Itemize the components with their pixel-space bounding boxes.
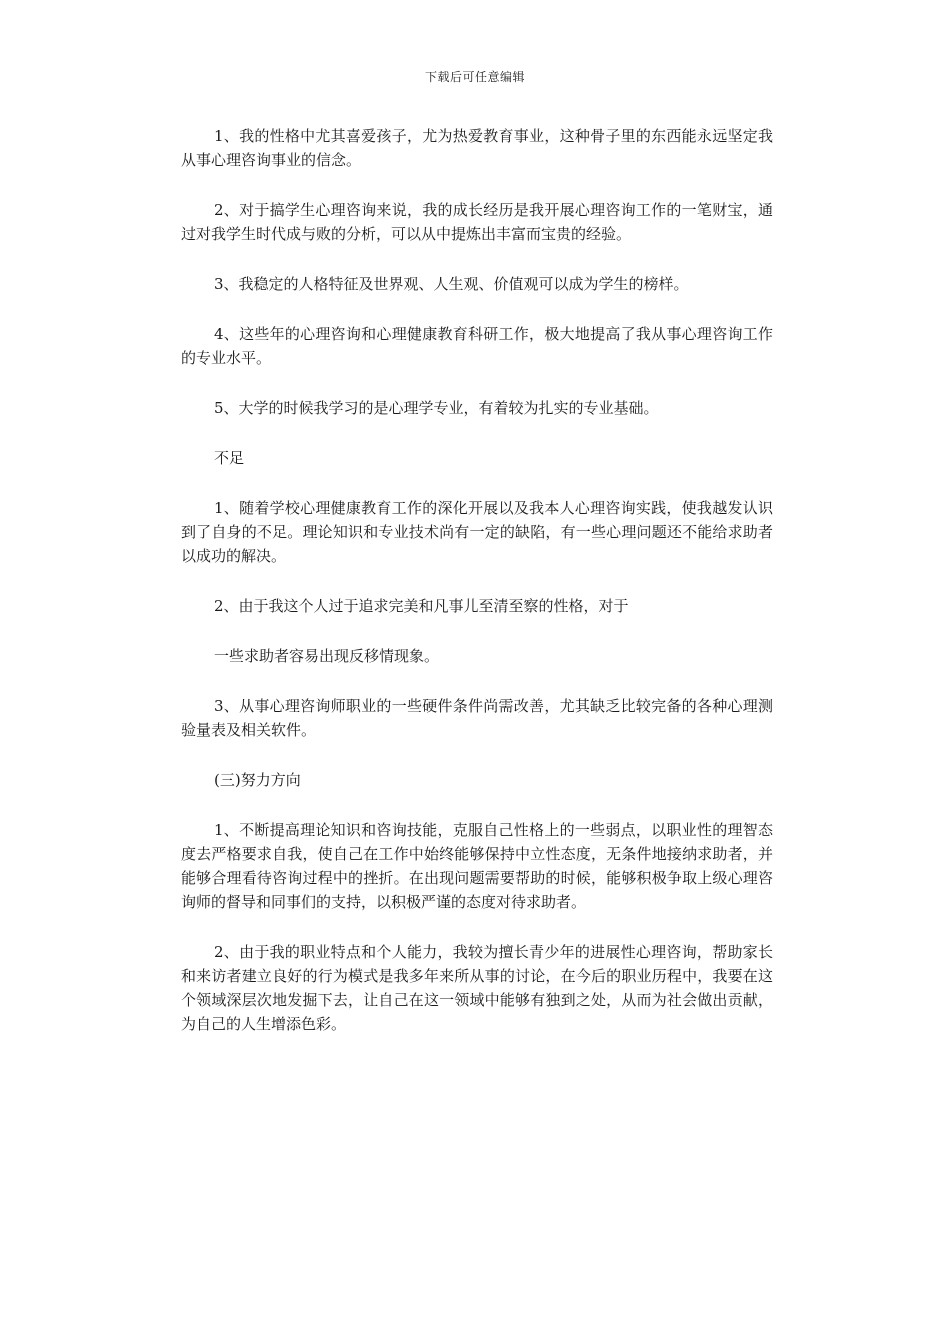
page-header: 下载后可任意编辑 — [424, 70, 525, 84]
paragraph-strength-2: 2、对于搞学生心理咨询来说，我的成长经历是我开展心理咨询工作的一笔财宝，通过对我学生时代成与败的分析，可以从中提炼出丰富而宝贵的经验。 — [181, 201, 773, 243]
paragraph-strength-1: 1、我的性格中尤其喜爱孩子，尤为热爱教育事业，这种骨子里的东西能永远坚定我从事心理咨询事业的信念。 — [181, 127, 773, 169]
paragraph-strength-3: 3、我稳定的人格特征及世界观、人生观、价值观可以成为学生的榜样。 — [214, 275, 689, 293]
paragraph-strength-4: 4、这些年的心理咨询和心理健康教育科研工作，极大地提高了我从事心理咨询工作的专业水平。 — [181, 325, 773, 367]
section-heading-shortcomings: 不足 — [214, 449, 245, 467]
paragraph-shortcoming-2: 2、由于我这个人过于追求完美和凡事儿至清至察的性格，对于 — [214, 597, 629, 615]
paragraph-direction-2: 2、由于我的职业特点和个人能力，我较为擅长青少年的进展性心理咨询，帮助家长和来访者建立良好的行为模式是我多年来所从事的讨论，在今后的职业历程中，我要在这个领域深层次地发掘下去，让自己在这一领域中能够有独到之处，从而为社会做出贡献，为自己的人生增添色彩。 — [181, 943, 773, 1033]
paragraph-shortcoming-1: 1、随着学校心理健康教育工作的深化开展以及我本人心理咨询实践，使我越发认识到了自身的不足。理论知识和专业技术尚有一定的缺陷，有一些心理问题还不能给求助者以成功的解决。 — [181, 499, 773, 565]
paragraph-shortcoming-2-continued: 一些求助者容易出现反移情现象。 — [214, 647, 440, 665]
section-heading-direction: (三)努力方向 — [214, 771, 301, 789]
paragraph-shortcoming-3: 3、从事心理咨询师职业的一些硬件条件尚需改善，尤其缺乏比较完备的各种心理测验量表及相关软件。 — [181, 697, 773, 739]
paragraph-direction-1: 1、不断提高理论知识和咨询技能，克服自己性格上的一些弱点，以职业性的理智态度去严格要求自我，使自己在工作中始终能够保持中立性态度，无条件地接纳求助者，并能够合理看待咨询过程中的挫折。在出现问题需要帮助的时候，能够积极争取上级心理咨询师的督导和同事们的支持，以积极严谨的态度对待求助者。 — [181, 821, 773, 911]
document-body — [181, 124, 773, 1062]
paragraph-strength-5: 5、大学的时候我学习的是心理学专业，有着较为扎实的专业基础。 — [214, 399, 659, 417]
